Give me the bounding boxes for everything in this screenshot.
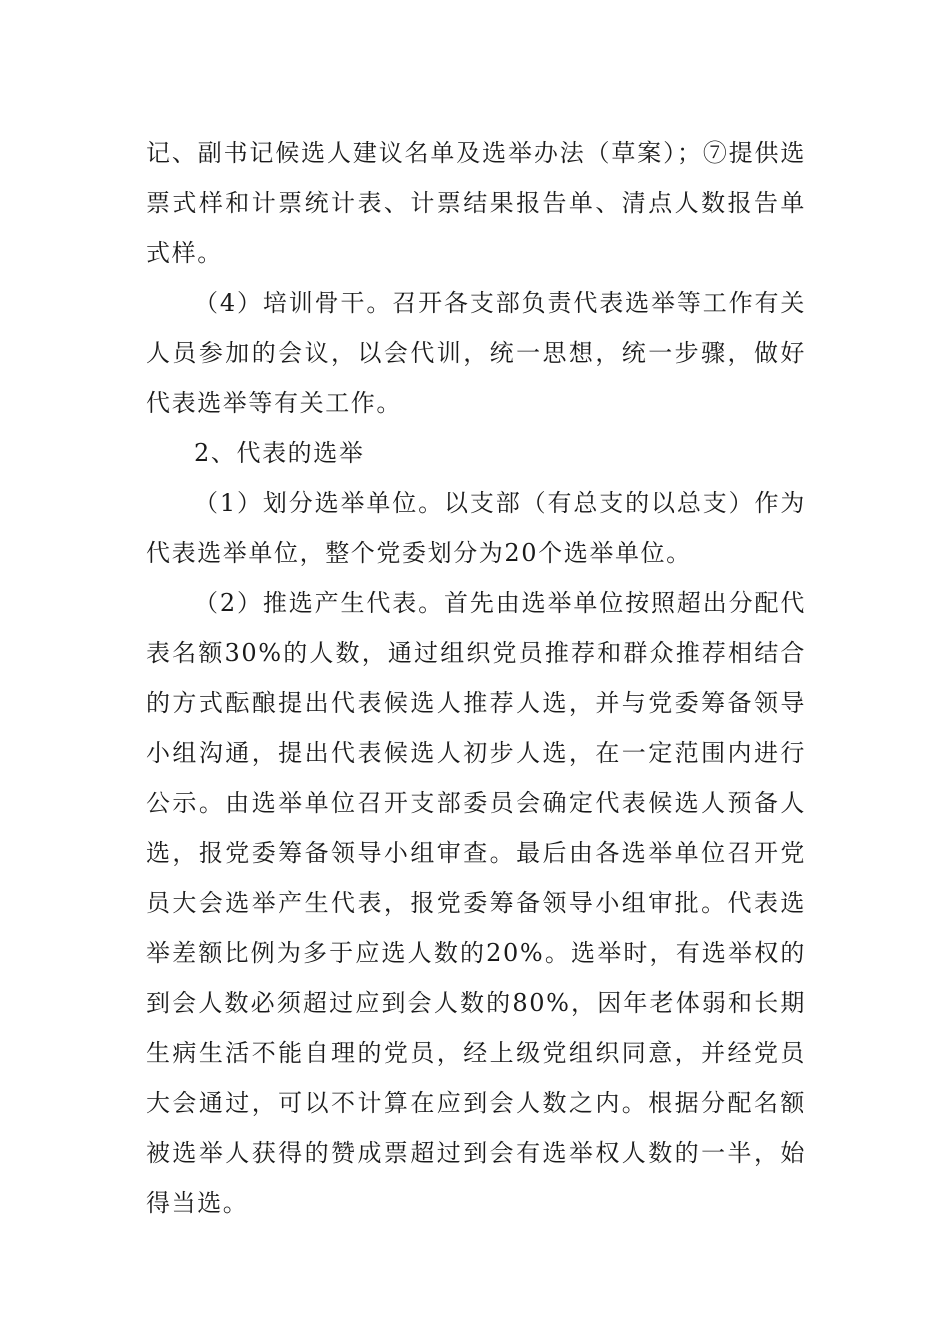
paragraph-nomination: （2）推选产生代表。首先由选举单位按照超出分配代表名额30%的人数，通过组织党员推荐和群众推荐相结合的方式酝酿提出代表候选人推荐人选，并与党委筹备领导小组沟通，提出代表候选人初步人选，在一定范围内进行公示。由选举单位召开支部委员会确定代表候选人预备人选，报党委筹备领导小组审查。最后由各选举单位召开党员大会选举产生代表，报党委筹备领导小组审批。代表选举差额比例为多于应选人数的20%。选举时，有选举权的到会人数必须超过应到会人数的80%，因年老体弱和长期生病生活不能自理的党员，经上级党组织同意，并经党员大会通过，可以不计算在应到会人数之内。根据分配名额被选举人获得的赞成票超过到会有选举权人数的一半，始得当选。	[146, 589, 806, 1217]
paragraph-continuation: 记、副书记候选人建议名单及选举办法（草案）；⑦提供选票式样和计票统计表、计票结果报告单、清点人数报告单式样。	[146, 139, 806, 267]
document-body	[146, 128, 806, 1228]
section-heading: 2、代表的选举	[194, 439, 365, 467]
paragraph-units: （1）划分选举单位。以支部（有总支的以总支）作为代表选举单位，整个党委划分为20个选举单位。	[146, 489, 806, 567]
paragraph-training: （4）培训骨干。召开各支部负责代表选举等工作有关人员参加的会议，以会代训，统一思想，统一步骤，做好代表选举等有关工作。	[146, 289, 806, 417]
